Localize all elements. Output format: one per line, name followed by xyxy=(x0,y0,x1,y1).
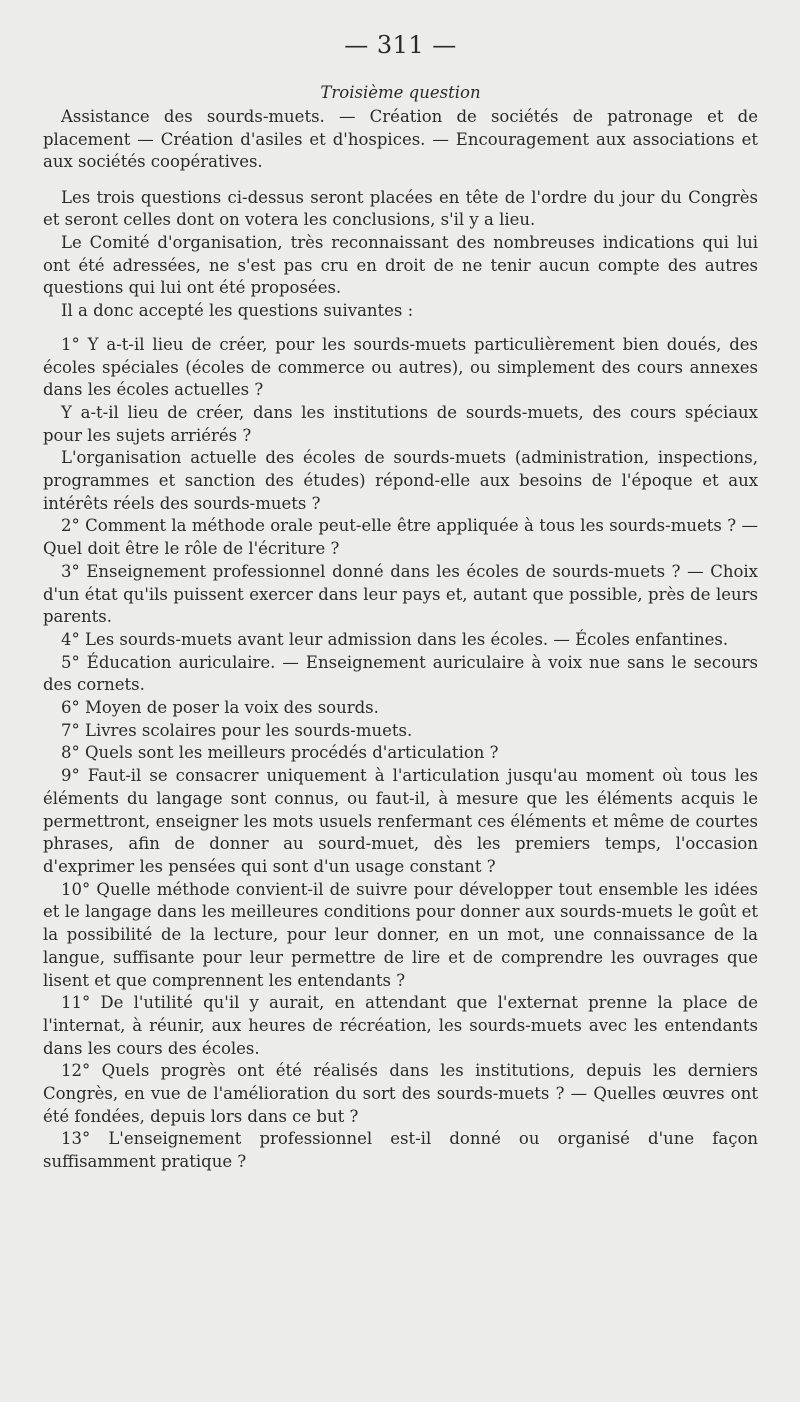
question-item: 7° Livres scolaires pour les sourds-muets. xyxy=(61,720,413,740)
intro-paragraph: Les trois questions ci-dessus seront placées en tête de l'ordre du jour du Congrès et seront celles dont on votera les conclusions, s'il y a lieu. xyxy=(43,187,758,230)
question-item: 1° Y a-t-il lieu de créer, pour les sourds-muets particulièrement bien doués, des écoles spéciales (écoles de commerce ou autres), ou simplement des cours annexes dans les écoles actuelles ? xyxy=(43,334,758,400)
question-item: 4° Les sourds-muets avant leur admission dans les écoles. — Écoles enfantines. xyxy=(61,629,729,649)
question-item: 2° Comment la méthode orale peut-elle être appliquée à tous les sourds-muets ? — Quel doit être le rôle de l'écriture ? xyxy=(43,516,758,559)
question-item: 9° Faut-il se consacrer uniquement à l'articulation jusqu'au moment où tous les éléments du langage sont connus, ou faut-il, à mesure que les éléments acquis le permettront, enseigner les mots usuels renfermant ces éléments et même de courtes phrases, afin de donner au sourd-muet, dès les premiers temps, l'occasion d'exprimer les pensées qui sont d'un usage constant ? xyxy=(43,766,758,876)
question-item: 12° Quels progrès ont été réalisés dans les institutions, depuis les derniers Congrès, en vue de l'amélioration du sort des sourds-muets ? — Quelles œuvres ont été fondées, depuis lors dans ce but ? xyxy=(43,1061,758,1126)
intro-paragraph: Assistance des sourds-muets. — Création de sociétés de patronage et de placement — Création d'asiles et d'hospices. — Encouragement aux associations et aux sociétés coopératives. xyxy=(43,107,758,172)
question-item: 6° Moyen de poser la voix des sourds. xyxy=(61,698,379,718)
intro-paragraph: Le Comité d'organisation, très reconnaissant des nombreuses indications qui lui ont été adressées, ne s'est pas cru en droit de ne tenir aucun compte des autres questions qui lui ont été proposées. xyxy=(43,233,758,298)
question-item: 10° Quelle méthode convient-il de suivre pour développer tout ensemble les idées et le langage dans les meilleures conditions pour donner aux sourds-muets le goût et la possibilité de la lecture, pour leur donner, en un mot, une connaissance de la langue, suffisante pour leur permettre de lire et de comprendre les ouvrages que lisent et que comprennent les entendants ? xyxy=(43,879,758,990)
question-item: 13° L'enseignement professionnel est-il donné ou organisé d'une façon suffisamment pratique ? xyxy=(43,1129,758,1172)
section-title: Troisième question xyxy=(320,83,481,102)
page-number: — 311 — xyxy=(344,31,457,59)
question-item: L'organisation actuelle des écoles de sourds-muets (administration, inspections, programmes et sanction des études) répond-elle aux besoins de l'époque et aux intérêts réels des sourds-muets ? xyxy=(43,448,758,513)
question-item: 5° Éducation auriculaire. — Enseignement auriculaire à voix nue sans le secours des cornets. xyxy=(43,652,758,695)
question-item: 11° De l'utilité qu'il y aurait, en attendant que l'externat prenne la place de l'internat, à réunir, aux heures de récréation, les sourds-muets avec les entendants dans les cours des écoles. xyxy=(43,993,758,1058)
question-item: 8° Quels sont les meilleurs procédés d'articulation ? xyxy=(61,743,499,763)
question-item: 3° Enseignement professionnel donné dans les écoles de sourds-muets ? — Choix d'un état qu'ils puissent exercer dans leur pays et, autant que possible, près de leurs parents. xyxy=(43,561,758,627)
intro-paragraph: Il a donc accepté les questions suivantes : xyxy=(61,301,414,321)
question-item: Y a-t-il lieu de créer, dans les institutions de sourds-muets, des cours spéciaux pour les sujets arriérés ? xyxy=(43,402,758,445)
